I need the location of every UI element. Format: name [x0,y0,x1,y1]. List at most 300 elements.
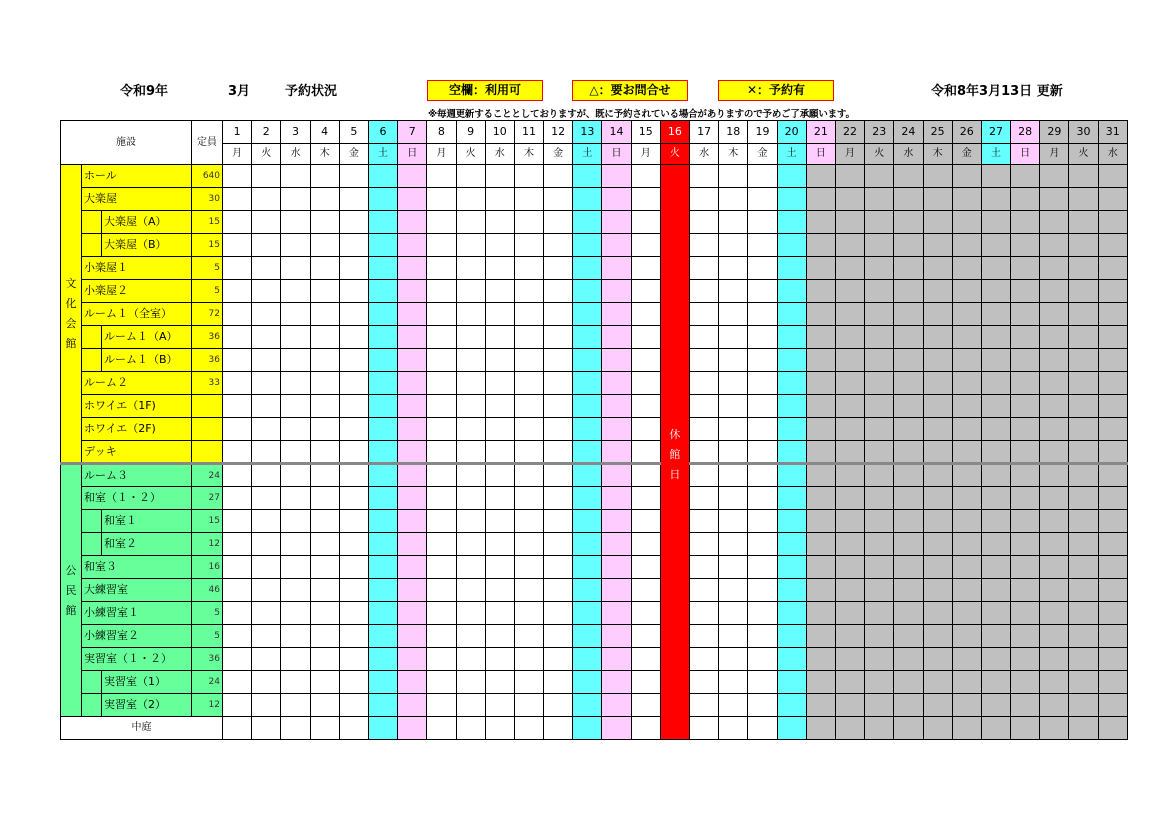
booking-cell-29[interactable] [1040,579,1069,602]
booking-cell-10[interactable] [485,579,514,602]
booking-cell-24[interactable] [894,533,923,556]
booking-cell-27[interactable] [981,211,1010,234]
booking-cell-13[interactable] [573,533,602,556]
booking-cell-10[interactable] [485,234,514,257]
booking-cell-17[interactable] [690,257,719,280]
booking-cell-30[interactable] [1069,372,1098,395]
booking-cell-13[interactable] [573,602,602,625]
booking-cell-4[interactable] [310,395,339,418]
booking-cell-23[interactable] [865,441,894,464]
booking-cell-29[interactable] [1040,556,1069,579]
booking-cell-3[interactable] [281,349,310,372]
booking-cell-20[interactable] [777,188,806,211]
booking-cell-30[interactable] [1069,556,1098,579]
booking-cell-10[interactable] [485,441,514,464]
booking-cell-5[interactable] [339,234,368,257]
booking-cell-11[interactable] [514,280,543,303]
booking-cell-2[interactable] [252,234,281,257]
booking-cell-19[interactable] [748,188,777,211]
booking-cell-4[interactable] [310,349,339,372]
booking-cell-19[interactable] [748,694,777,717]
booking-cell-25[interactable] [923,441,952,464]
booking-cell-2[interactable] [252,487,281,510]
booking-cell-3[interactable] [281,556,310,579]
booking-cell-5[interactable] [339,280,368,303]
booking-cell-31[interactable] [1098,211,1127,234]
booking-cell-30[interactable] [1069,648,1098,671]
booking-cell-17[interactable] [690,671,719,694]
booking-cell-3[interactable] [281,257,310,280]
booking-cell-26[interactable] [952,648,981,671]
booking-cell-6[interactable] [368,349,397,372]
booking-cell-28[interactable] [1011,510,1040,533]
booking-cell-21[interactable] [806,418,835,441]
booking-cell-20[interactable] [777,579,806,602]
booking-cell-13[interactable] [573,671,602,694]
booking-cell-9[interactable] [456,234,485,257]
booking-cell-21[interactable] [806,717,835,740]
booking-cell-5[interactable] [339,165,368,188]
booking-cell-2[interactable] [252,464,281,487]
booking-cell-2[interactable] [252,326,281,349]
booking-cell-22[interactable] [835,165,864,188]
booking-cell-14[interactable] [602,464,631,487]
booking-cell-23[interactable] [865,372,894,395]
booking-cell-25[interactable] [923,165,952,188]
booking-cell-29[interactable] [1040,303,1069,326]
booking-cell-2[interactable] [252,303,281,326]
booking-cell-9[interactable] [456,717,485,740]
booking-cell-3[interactable] [281,717,310,740]
booking-cell-24[interactable] [894,579,923,602]
booking-cell-19[interactable] [748,671,777,694]
booking-cell-9[interactable] [456,165,485,188]
booking-cell-17[interactable] [690,694,719,717]
booking-cell-5[interactable] [339,326,368,349]
booking-cell-17[interactable] [690,441,719,464]
booking-cell-24[interactable] [894,372,923,395]
booking-cell-28[interactable] [1011,694,1040,717]
booking-cell-10[interactable] [485,165,514,188]
booking-cell-17[interactable] [690,395,719,418]
booking-cell-2[interactable] [252,188,281,211]
booking-cell-18[interactable] [719,648,748,671]
booking-cell-19[interactable] [748,533,777,556]
booking-cell-5[interactable] [339,418,368,441]
booking-cell-4[interactable] [310,372,339,395]
booking-cell-26[interactable] [952,326,981,349]
booking-cell-1[interactable] [223,234,252,257]
booking-cell-25[interactable] [923,717,952,740]
booking-cell-23[interactable] [865,257,894,280]
booking-cell-17[interactable] [690,280,719,303]
booking-cell-18[interactable] [719,257,748,280]
booking-cell-27[interactable] [981,418,1010,441]
booking-cell-5[interactable] [339,257,368,280]
booking-cell-31[interactable] [1098,579,1127,602]
booking-cell-19[interactable] [748,648,777,671]
booking-cell-28[interactable] [1011,533,1040,556]
booking-cell-31[interactable] [1098,326,1127,349]
booking-cell-31[interactable] [1098,303,1127,326]
booking-cell-30[interactable] [1069,257,1098,280]
booking-cell-24[interactable] [894,602,923,625]
booking-cell-6[interactable] [368,648,397,671]
booking-cell-14[interactable] [602,165,631,188]
booking-cell-24[interactable] [894,464,923,487]
booking-cell-11[interactable] [514,349,543,372]
booking-cell-12[interactable] [544,349,573,372]
booking-cell-19[interactable] [748,280,777,303]
booking-cell-11[interactable] [514,625,543,648]
booking-cell-11[interactable] [514,211,543,234]
booking-cell-5[interactable] [339,625,368,648]
booking-cell-18[interactable] [719,211,748,234]
booking-cell-31[interactable] [1098,487,1127,510]
booking-cell-19[interactable] [748,372,777,395]
booking-cell-3[interactable] [281,487,310,510]
booking-cell-29[interactable] [1040,533,1069,556]
booking-cell-12[interactable] [544,717,573,740]
booking-cell-9[interactable] [456,487,485,510]
booking-cell-25[interactable] [923,694,952,717]
booking-cell-6[interactable] [368,326,397,349]
booking-cell-26[interactable] [952,349,981,372]
booking-cell-25[interactable] [923,625,952,648]
booking-cell-13[interactable] [573,717,602,740]
booking-cell-1[interactable] [223,510,252,533]
booking-cell-15[interactable] [631,510,660,533]
booking-cell-22[interactable] [835,303,864,326]
booking-cell-13[interactable] [573,418,602,441]
booking-cell-18[interactable] [719,280,748,303]
booking-cell-1[interactable] [223,326,252,349]
booking-cell-29[interactable] [1040,717,1069,740]
booking-cell-6[interactable] [368,188,397,211]
booking-cell-29[interactable] [1040,441,1069,464]
booking-cell-11[interactable] [514,510,543,533]
booking-cell-20[interactable] [777,717,806,740]
booking-cell-26[interactable] [952,303,981,326]
booking-cell-7[interactable] [398,510,427,533]
booking-cell-2[interactable] [252,694,281,717]
booking-cell-5[interactable] [339,211,368,234]
booking-cell-1[interactable] [223,556,252,579]
booking-cell-29[interactable] [1040,510,1069,533]
booking-cell-29[interactable] [1040,280,1069,303]
booking-cell-18[interactable] [719,487,748,510]
booking-cell-6[interactable] [368,510,397,533]
booking-cell-22[interactable] [835,234,864,257]
booking-cell-21[interactable] [806,671,835,694]
booking-cell-12[interactable] [544,510,573,533]
booking-cell-28[interactable] [1011,257,1040,280]
booking-cell-3[interactable] [281,671,310,694]
booking-cell-1[interactable] [223,372,252,395]
booking-cell-13[interactable] [573,234,602,257]
booking-cell-27[interactable] [981,556,1010,579]
booking-cell-7[interactable] [398,464,427,487]
booking-cell-20[interactable] [777,602,806,625]
booking-cell-25[interactable] [923,464,952,487]
booking-cell-15[interactable] [631,625,660,648]
booking-cell-1[interactable] [223,280,252,303]
booking-cell-13[interactable] [573,326,602,349]
booking-cell-18[interactable] [719,556,748,579]
booking-cell-3[interactable] [281,579,310,602]
booking-cell-14[interactable] [602,234,631,257]
booking-cell-6[interactable] [368,418,397,441]
booking-cell-13[interactable] [573,648,602,671]
booking-cell-14[interactable] [602,625,631,648]
booking-cell-31[interactable] [1098,556,1127,579]
booking-cell-29[interactable] [1040,694,1069,717]
booking-cell-27[interactable] [981,648,1010,671]
booking-cell-24[interactable] [894,349,923,372]
booking-cell-29[interactable] [1040,349,1069,372]
booking-cell-13[interactable] [573,464,602,487]
booking-cell-15[interactable] [631,418,660,441]
booking-cell-11[interactable] [514,579,543,602]
booking-cell-24[interactable] [894,418,923,441]
booking-cell-30[interactable] [1069,717,1098,740]
booking-cell-24[interactable] [894,671,923,694]
booking-cell-6[interactable] [368,234,397,257]
booking-cell-31[interactable] [1098,188,1127,211]
booking-cell-9[interactable] [456,257,485,280]
booking-cell-22[interactable] [835,280,864,303]
booking-cell-18[interactable] [719,441,748,464]
booking-cell-24[interactable] [894,648,923,671]
booking-cell-11[interactable] [514,556,543,579]
booking-cell-30[interactable] [1069,510,1098,533]
booking-cell-7[interactable] [398,326,427,349]
booking-cell-13[interactable] [573,211,602,234]
booking-cell-13[interactable] [573,625,602,648]
booking-cell-26[interactable] [952,671,981,694]
booking-cell-24[interactable] [894,257,923,280]
booking-cell-7[interactable] [398,602,427,625]
booking-cell-12[interactable] [544,211,573,234]
booking-cell-12[interactable] [544,372,573,395]
booking-cell-28[interactable] [1011,556,1040,579]
booking-cell-29[interactable] [1040,625,1069,648]
booking-cell-3[interactable] [281,303,310,326]
booking-cell-14[interactable] [602,211,631,234]
booking-cell-7[interactable] [398,280,427,303]
booking-cell-23[interactable] [865,556,894,579]
booking-cell-26[interactable] [952,556,981,579]
booking-cell-24[interactable] [894,165,923,188]
booking-cell-23[interactable] [865,510,894,533]
booking-cell-1[interactable] [223,211,252,234]
booking-cell-8[interactable] [427,602,456,625]
booking-cell-3[interactable] [281,533,310,556]
booking-cell-12[interactable] [544,303,573,326]
booking-cell-22[interactable] [835,441,864,464]
booking-cell-18[interactable] [719,464,748,487]
booking-cell-10[interactable] [485,303,514,326]
booking-cell-14[interactable] [602,533,631,556]
booking-cell-24[interactable] [894,211,923,234]
booking-cell-30[interactable] [1069,326,1098,349]
booking-cell-31[interactable] [1098,234,1127,257]
booking-cell-12[interactable] [544,441,573,464]
booking-cell-6[interactable] [368,579,397,602]
booking-cell-21[interactable] [806,602,835,625]
booking-cell-23[interactable] [865,579,894,602]
booking-cell-11[interactable] [514,418,543,441]
booking-cell-29[interactable] [1040,188,1069,211]
booking-cell-18[interactable] [719,717,748,740]
booking-cell-15[interactable] [631,165,660,188]
booking-cell-20[interactable] [777,165,806,188]
booking-cell-18[interactable] [719,694,748,717]
booking-cell-11[interactable] [514,441,543,464]
booking-cell-22[interactable] [835,533,864,556]
booking-cell-28[interactable] [1011,395,1040,418]
booking-cell-21[interactable] [806,349,835,372]
booking-cell-19[interactable] [748,602,777,625]
booking-cell-29[interactable] [1040,234,1069,257]
booking-cell-26[interactable] [952,602,981,625]
booking-cell-21[interactable] [806,533,835,556]
booking-cell-28[interactable] [1011,579,1040,602]
booking-cell-21[interactable] [806,441,835,464]
booking-cell-3[interactable] [281,510,310,533]
booking-cell-25[interactable] [923,395,952,418]
booking-cell-6[interactable] [368,280,397,303]
booking-cell-8[interactable] [427,717,456,740]
booking-cell-19[interactable] [748,234,777,257]
booking-cell-26[interactable] [952,533,981,556]
booking-cell-17[interactable] [690,533,719,556]
booking-cell-18[interactable] [719,395,748,418]
booking-cell-20[interactable] [777,395,806,418]
booking-cell-20[interactable] [777,326,806,349]
booking-cell-23[interactable] [865,671,894,694]
booking-cell-21[interactable] [806,234,835,257]
booking-cell-8[interactable] [427,694,456,717]
booking-cell-12[interactable] [544,257,573,280]
booking-cell-31[interactable] [1098,464,1127,487]
booking-cell-31[interactable] [1098,395,1127,418]
booking-cell-10[interactable] [485,395,514,418]
booking-cell-9[interactable] [456,303,485,326]
booking-cell-25[interactable] [923,372,952,395]
booking-cell-15[interactable] [631,326,660,349]
booking-cell-22[interactable] [835,418,864,441]
booking-cell-9[interactable] [456,694,485,717]
booking-cell-23[interactable] [865,303,894,326]
booking-cell-26[interactable] [952,418,981,441]
booking-cell-25[interactable] [923,556,952,579]
booking-cell-17[interactable] [690,602,719,625]
booking-cell-5[interactable] [339,349,368,372]
booking-cell-17[interactable] [690,556,719,579]
booking-cell-4[interactable] [310,625,339,648]
booking-cell-27[interactable] [981,694,1010,717]
booking-cell-12[interactable] [544,188,573,211]
booking-cell-27[interactable] [981,579,1010,602]
booking-cell-23[interactable] [865,395,894,418]
booking-cell-26[interactable] [952,487,981,510]
booking-cell-13[interactable] [573,257,602,280]
booking-cell-17[interactable] [690,349,719,372]
booking-cell-14[interactable] [602,441,631,464]
booking-cell-22[interactable] [835,717,864,740]
booking-cell-15[interactable] [631,211,660,234]
booking-cell-28[interactable] [1011,648,1040,671]
booking-cell-28[interactable] [1011,188,1040,211]
booking-cell-14[interactable] [602,418,631,441]
booking-cell-8[interactable] [427,418,456,441]
booking-cell-25[interactable] [923,303,952,326]
booking-cell-15[interactable] [631,303,660,326]
booking-cell-24[interactable] [894,694,923,717]
booking-cell-4[interactable] [310,165,339,188]
booking-cell-13[interactable] [573,395,602,418]
booking-cell-19[interactable] [748,464,777,487]
booking-cell-14[interactable] [602,671,631,694]
booking-cell-22[interactable] [835,487,864,510]
booking-cell-1[interactable] [223,671,252,694]
booking-cell-12[interactable] [544,418,573,441]
booking-cell-2[interactable] [252,717,281,740]
booking-cell-25[interactable] [923,579,952,602]
booking-cell-17[interactable] [690,510,719,533]
booking-cell-28[interactable] [1011,326,1040,349]
booking-cell-9[interactable] [456,464,485,487]
booking-cell-21[interactable] [806,372,835,395]
booking-cell-22[interactable] [835,372,864,395]
booking-cell-6[interactable] [368,717,397,740]
booking-cell-6[interactable] [368,257,397,280]
booking-cell-9[interactable] [456,280,485,303]
booking-cell-8[interactable] [427,188,456,211]
booking-cell-14[interactable] [602,694,631,717]
booking-cell-20[interactable] [777,533,806,556]
booking-cell-24[interactable] [894,487,923,510]
booking-cell-25[interactable] [923,510,952,533]
booking-cell-26[interactable] [952,211,981,234]
booking-cell-15[interactable] [631,188,660,211]
booking-cell-5[interactable] [339,303,368,326]
booking-cell-4[interactable] [310,556,339,579]
booking-cell-25[interactable] [923,671,952,694]
booking-cell-15[interactable] [631,257,660,280]
booking-cell-8[interactable] [427,510,456,533]
booking-cell-30[interactable] [1069,579,1098,602]
booking-cell-11[interactable] [514,533,543,556]
booking-cell-2[interactable] [252,395,281,418]
booking-cell-2[interactable] [252,602,281,625]
booking-cell-30[interactable] [1069,165,1098,188]
booking-cell-3[interactable] [281,372,310,395]
booking-cell-18[interactable] [719,234,748,257]
booking-cell-27[interactable] [981,280,1010,303]
booking-cell-21[interactable] [806,579,835,602]
booking-cell-12[interactable] [544,648,573,671]
booking-cell-19[interactable] [748,211,777,234]
booking-cell-17[interactable] [690,418,719,441]
booking-cell-12[interactable] [544,533,573,556]
booking-cell-4[interactable] [310,211,339,234]
booking-cell-20[interactable] [777,441,806,464]
booking-cell-13[interactable] [573,303,602,326]
booking-cell-6[interactable] [368,671,397,694]
booking-cell-19[interactable] [748,326,777,349]
